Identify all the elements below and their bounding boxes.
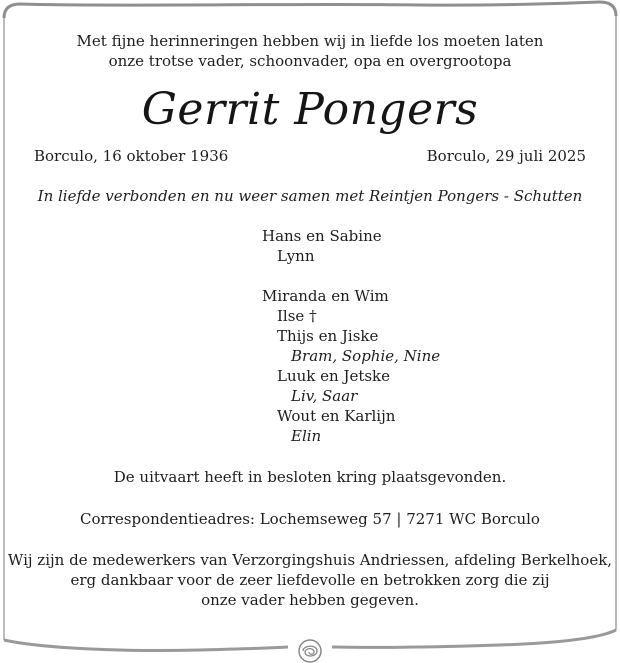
death-date: Borculo, 29 juli 2025 [426, 147, 586, 165]
family-list [262, 226, 440, 446]
thanks-line-2: erg dankbaar voor de zeer liefdevolle en betrokken zorg die zij [70, 571, 550, 589]
family-couple: Hans en Sabine [262, 227, 382, 245]
together-line: In liefde verbonden en nu weer samen met Reintjen Pongers - Schutten [37, 187, 583, 205]
family-child: Ilse † [277, 307, 317, 325]
intro-text [0, 31, 620, 71]
correspondence-address: Correspondentieadres: Lochemseweg 57 | 7271 WC Borculo [80, 510, 540, 528]
thanks-text [0, 550, 620, 610]
birth-date: Borculo, 16 oktober 1936 [34, 147, 229, 165]
thanks-line-1: Wij zijn de medewerkers van Verzorgingshuis Andriessen, afdeling Berkelhoek, [7, 551, 613, 569]
family-couple: Miranda en Wim [262, 287, 389, 305]
family-grandchildren: Bram, Sophie, Nine [291, 347, 441, 365]
funeral-notice: De uitvaart heeft in besloten kring plaatsgevonden. [113, 468, 507, 486]
family-grandchildren: Liv, Saar [291, 387, 358, 405]
deceased-name: Gerrit Pongers [141, 84, 479, 135]
family-child: Luuk en Jetske [277, 367, 391, 385]
family-grandchildren: Elin [291, 427, 322, 445]
intro-line-1: Met fijne herinneringen hebben wij in liefde los moeten laten [76, 32, 544, 50]
family-child: Wout en Karlijn [277, 407, 396, 425]
family-child: Thijs en Jiske [277, 327, 379, 345]
rose-icon [299, 640, 321, 662]
thanks-line-3: onze vader hebben gegeven. [201, 591, 419, 609]
family-child: Lynn [277, 247, 315, 265]
intro-line-2: onze trotse vader, schoonvader, opa en overgrootopa [108, 52, 512, 70]
